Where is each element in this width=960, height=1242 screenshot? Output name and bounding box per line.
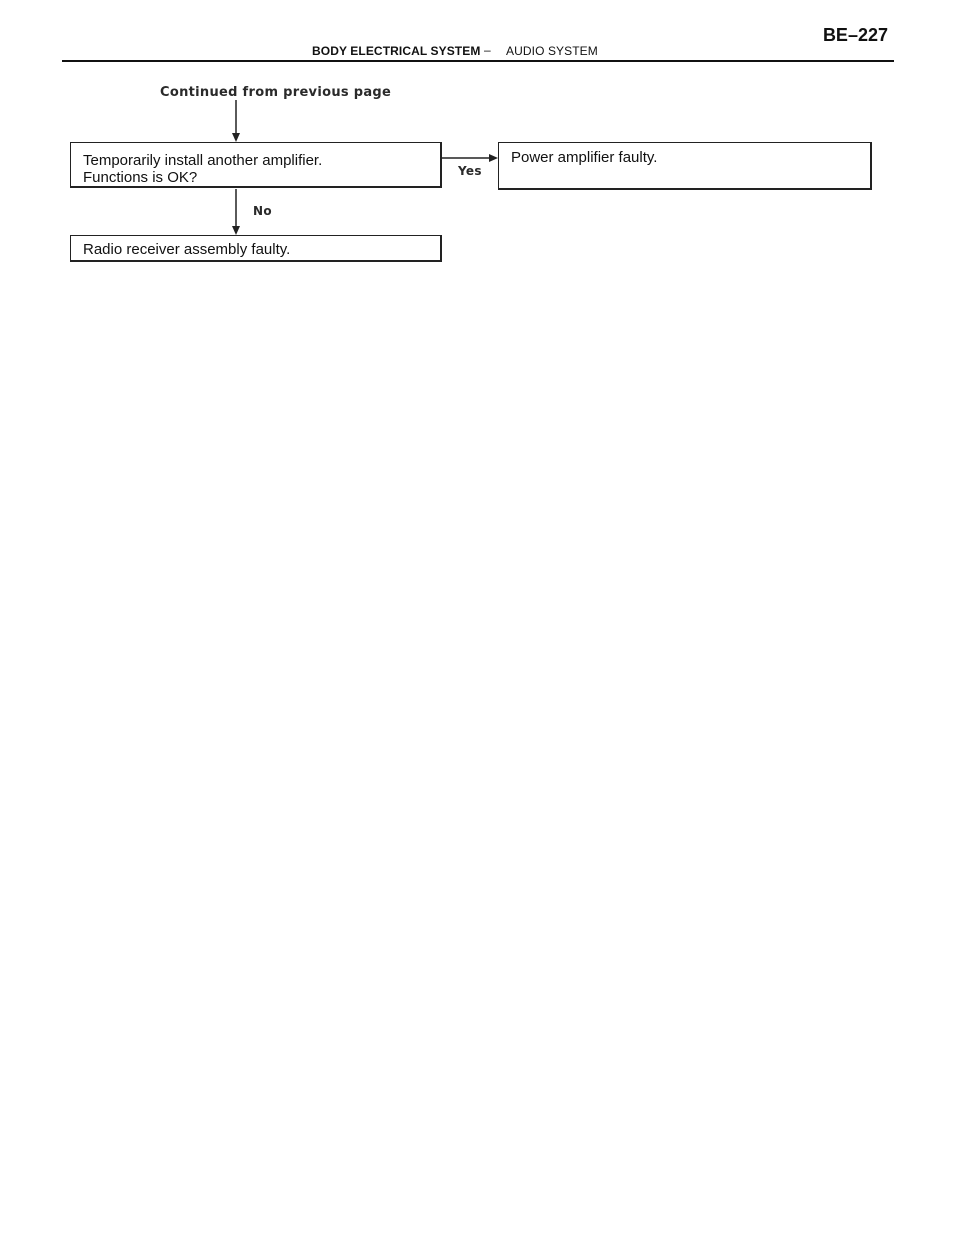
- arrowhead-down-test: [232, 133, 240, 142]
- yes-result-box: [498, 142, 872, 190]
- test-step-line-1: Temporarily install another amplifier.: [83, 152, 323, 169]
- yes-result-text: Power amplifier faulty.: [511, 149, 658, 166]
- test-step-box: [70, 142, 442, 188]
- arrowhead-down-no: [232, 226, 240, 235]
- test-step-line-2: Functions is OK?: [83, 169, 198, 186]
- yes-branch-label: Yes: [458, 164, 482, 178]
- continued-from-previous-label: Continued from previous page: [160, 85, 392, 100]
- header-topic-title: AUDIO SYSTEM: [506, 44, 598, 58]
- arrowhead-right-yes: [489, 154, 498, 162]
- no-result-text: Radio receiver assembly faulty.: [83, 241, 291, 258]
- no-result-box: [70, 235, 442, 262]
- page-number: BE–227: [822, 25, 888, 45]
- header-separator: –: [484, 43, 491, 57]
- header-section-title: BODY ELECTRICAL SYSTEM: [312, 44, 481, 58]
- no-branch-label: No: [253, 204, 272, 218]
